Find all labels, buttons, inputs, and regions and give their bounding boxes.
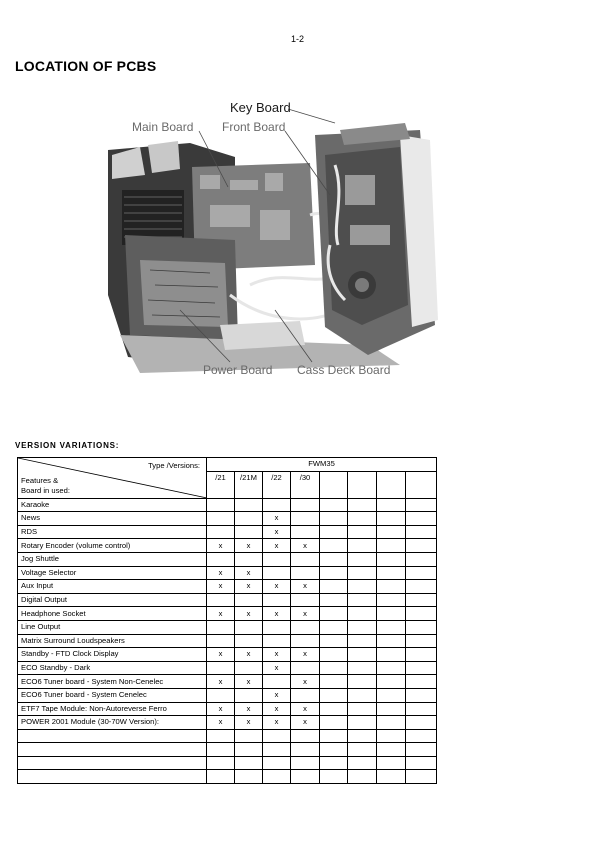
mark-cell [348, 648, 377, 662]
mark-cell [406, 552, 437, 566]
mark-cell [207, 756, 235, 770]
mark-cell: x [263, 512, 291, 526]
mark-cell [207, 620, 235, 634]
mark-cell [348, 675, 377, 689]
mark-cell [377, 552, 406, 566]
mark-cell [406, 716, 437, 730]
mark-cell [377, 770, 406, 784]
mark-cell [348, 743, 377, 757]
feature-cell: Standby - FTD Clock Display [18, 648, 207, 662]
mark-cell [406, 566, 437, 580]
mark-cell [320, 552, 348, 566]
mark-cell [320, 512, 348, 526]
mark-cell: x [263, 661, 291, 675]
mark-cell [377, 512, 406, 526]
feature-cell: ECO6 Tuner board - System Non-Cenelec [18, 675, 207, 689]
mark-cell: x [235, 539, 263, 553]
mark-cell [348, 525, 377, 539]
table-row [18, 770, 437, 784]
mark-cell [348, 634, 377, 648]
table-row [18, 716, 437, 730]
feature-cell: POWER 2001 Module (30-70W Version): [18, 716, 207, 730]
mark-cell [406, 729, 437, 743]
mark-cell: x [291, 539, 320, 553]
mark-cell [320, 593, 348, 607]
mark-cell [348, 552, 377, 566]
mark-cell [291, 770, 320, 784]
feature-cell: Digital Output [18, 593, 207, 607]
mark-cell [377, 716, 406, 730]
feature-cell: ETF7 Tape Module: Non-Autoreverse Ferro [18, 702, 207, 716]
table-row [18, 539, 437, 553]
mark-cell [207, 498, 235, 512]
mark-cell [406, 661, 437, 675]
feature-cell: ECO6 Tuner board - System Cenelec [18, 688, 207, 702]
mark-cell [320, 743, 348, 757]
mark-cell [263, 593, 291, 607]
mark-cell [406, 593, 437, 607]
mark-cell: x [263, 688, 291, 702]
mark-cell [291, 688, 320, 702]
mark-cell [377, 729, 406, 743]
cass-deck-board-label: Cass Deck Board [297, 363, 391, 377]
front-board-label: Front Board [222, 120, 286, 134]
feature-cell: News [18, 512, 207, 526]
mark-cell [291, 634, 320, 648]
mark-cell: x [207, 648, 235, 662]
mark-cell: x [263, 525, 291, 539]
table-row [18, 702, 437, 716]
feature-cell [18, 756, 207, 770]
version-variations-table [17, 457, 437, 784]
mark-cell [263, 498, 291, 512]
mark-cell [377, 648, 406, 662]
mark-cell [348, 566, 377, 580]
mark-cell [406, 702, 437, 716]
mark-cell: x [291, 580, 320, 594]
page-title: LOCATION OF PCBS [15, 58, 157, 74]
mark-cell [348, 607, 377, 621]
mark-cell [207, 593, 235, 607]
mark-cell [320, 525, 348, 539]
mark-cell: x [207, 675, 235, 689]
mark-cell [377, 620, 406, 634]
mark-cell: x [235, 607, 263, 621]
mark-cell [263, 675, 291, 689]
feature-cell: Aux Input [18, 580, 207, 594]
mark-cell [235, 525, 263, 539]
mark-cell [320, 498, 348, 512]
mark-cell: x [263, 539, 291, 553]
mark-cell [320, 675, 348, 689]
mark-cell [406, 620, 437, 634]
mark-cell [320, 756, 348, 770]
mark-cell [235, 661, 263, 675]
mark-cell [406, 770, 437, 784]
mark-cell [348, 539, 377, 553]
mark-cell [263, 552, 291, 566]
mark-cell: x [207, 716, 235, 730]
mark-cell [235, 552, 263, 566]
mark-cell: x [235, 716, 263, 730]
key-board-label: Key Board [230, 100, 291, 115]
table-row [18, 620, 437, 634]
table-row [18, 593, 437, 607]
mark-cell [207, 552, 235, 566]
mark-cell [291, 620, 320, 634]
mark-cell [348, 702, 377, 716]
mark-cell [207, 634, 235, 648]
feature-cell: RDS [18, 525, 207, 539]
mark-cell [235, 512, 263, 526]
table-row [18, 525, 437, 539]
mark-cell [377, 634, 406, 648]
version-header: /21 [207, 471, 235, 498]
mark-cell [320, 566, 348, 580]
page-number: 1-2 [290, 34, 304, 44]
mark-cell [320, 648, 348, 662]
table-row [18, 729, 437, 743]
version-header [406, 471, 437, 498]
mark-cell [235, 593, 263, 607]
mark-cell [348, 729, 377, 743]
feature-cell: Line Output [18, 620, 207, 634]
mark-cell [263, 620, 291, 634]
mark-cell [291, 593, 320, 607]
mark-cell [291, 729, 320, 743]
mark-cell: x [263, 716, 291, 730]
mark-cell: x [207, 580, 235, 594]
table-row [18, 512, 437, 526]
mark-cell [377, 566, 406, 580]
mark-cell [377, 743, 406, 757]
mark-cell [348, 580, 377, 594]
feature-cell: ECO Standby - Dark [18, 661, 207, 675]
mark-cell [207, 729, 235, 743]
feature-cell: Jog Shuttle [18, 552, 207, 566]
pcb-location-photo [100, 95, 440, 385]
mark-cell [235, 770, 263, 784]
mark-cell [320, 770, 348, 784]
main-board-label: Main Board [132, 120, 194, 134]
mark-cell [377, 580, 406, 594]
table-row [18, 743, 437, 757]
mark-cell: x [235, 648, 263, 662]
mark-cell: x [235, 580, 263, 594]
mark-cell [291, 512, 320, 526]
mark-cell [320, 607, 348, 621]
mark-cell: x [291, 648, 320, 662]
mark-cell [377, 756, 406, 770]
mark-cell [235, 756, 263, 770]
version-header: /22 [263, 471, 291, 498]
mark-cell [207, 661, 235, 675]
version-header [377, 471, 406, 498]
mark-cell [406, 580, 437, 594]
table-row [18, 675, 437, 689]
table-row [18, 756, 437, 770]
feature-cell: Karaoke [18, 498, 207, 512]
feature-cell: Voltage Selector [18, 566, 207, 580]
version-header [348, 471, 377, 498]
mark-cell [377, 702, 406, 716]
mark-cell: x [291, 675, 320, 689]
mark-cell [406, 648, 437, 662]
mark-cell [235, 620, 263, 634]
mark-cell [320, 539, 348, 553]
mark-cell [320, 729, 348, 743]
table-row [18, 552, 437, 566]
mark-cell: x [291, 607, 320, 621]
feature-cell: Matrix Surround Loudspeakers [18, 634, 207, 648]
mark-cell [377, 498, 406, 512]
mark-cell [377, 675, 406, 689]
mark-cell [207, 743, 235, 757]
mark-cell [207, 770, 235, 784]
mark-cell [377, 525, 406, 539]
mark-cell [291, 661, 320, 675]
version-header: /30 [291, 471, 320, 498]
version-header [320, 471, 348, 498]
mark-cell [320, 620, 348, 634]
mark-cell [406, 607, 437, 621]
mark-cell [348, 620, 377, 634]
feature-cell [18, 729, 207, 743]
mark-cell [377, 593, 406, 607]
feature-cell [18, 770, 207, 784]
feature-cell: Rotary Encoder (volume control) [18, 539, 207, 553]
mark-cell [320, 716, 348, 730]
mark-cell [348, 770, 377, 784]
mark-cell [263, 634, 291, 648]
mark-cell [291, 525, 320, 539]
mark-cell [348, 512, 377, 526]
mark-cell [235, 743, 263, 757]
feature-cell [18, 743, 207, 757]
mark-cell: x [207, 566, 235, 580]
mark-cell [406, 512, 437, 526]
mark-cell [406, 675, 437, 689]
type-versions-label: Type /Versions: [148, 461, 200, 470]
mark-cell [377, 607, 406, 621]
mark-cell [406, 756, 437, 770]
mark-cell [348, 756, 377, 770]
mark-cell [406, 525, 437, 539]
table-row [18, 648, 437, 662]
mark-cell [235, 688, 263, 702]
mark-cell [235, 634, 263, 648]
mark-cell: x [263, 648, 291, 662]
mark-cell [377, 688, 406, 702]
mark-cell: x [235, 702, 263, 716]
table-row [18, 634, 437, 648]
mark-cell [406, 634, 437, 648]
mark-cell [348, 688, 377, 702]
mark-cell [320, 661, 348, 675]
mark-cell [406, 743, 437, 757]
mark-cell [320, 702, 348, 716]
mark-cell: x [235, 675, 263, 689]
table-header-cell [18, 458, 207, 499]
mark-cell [320, 580, 348, 594]
mark-cell [377, 539, 406, 553]
mark-cell [348, 661, 377, 675]
mark-cell [207, 512, 235, 526]
mark-cell [263, 756, 291, 770]
mark-cell [263, 729, 291, 743]
mark-cell [291, 743, 320, 757]
version-header: /21M [235, 471, 263, 498]
mark-cell: x [291, 716, 320, 730]
power-board-label: Power Board [203, 363, 273, 377]
mark-cell [348, 716, 377, 730]
mark-cell [235, 498, 263, 512]
table-row [18, 498, 437, 512]
model-name: FWM35 [207, 458, 437, 472]
feature-cell: Headphone Socket [18, 607, 207, 621]
mark-cell: x [235, 566, 263, 580]
mark-cell [235, 729, 263, 743]
mark-cell: x [263, 702, 291, 716]
mark-cell [320, 634, 348, 648]
mark-cell [263, 566, 291, 580]
mark-cell: x [207, 539, 235, 553]
table-row [18, 566, 437, 580]
mark-cell [263, 743, 291, 757]
mark-cell [291, 552, 320, 566]
mark-cell [348, 498, 377, 512]
version-variations-heading: VERSION VARIATIONS: [15, 441, 120, 450]
mark-cell [348, 593, 377, 607]
mark-cell [406, 498, 437, 512]
mark-cell [291, 498, 320, 512]
mark-cell [207, 688, 235, 702]
table-row [18, 580, 437, 594]
mark-cell [377, 661, 406, 675]
mark-cell: x [263, 580, 291, 594]
mark-cell [406, 539, 437, 553]
table-row [18, 688, 437, 702]
mark-cell [207, 525, 235, 539]
mark-cell [320, 688, 348, 702]
mark-cell: x [263, 607, 291, 621]
mark-cell [406, 688, 437, 702]
features-label: Features & Board in used: [21, 476, 70, 495]
mark-cell: x [207, 702, 235, 716]
device-illustration [100, 95, 440, 385]
table-row [18, 661, 437, 675]
mark-cell [263, 770, 291, 784]
mark-cell [291, 566, 320, 580]
mark-cell [291, 756, 320, 770]
mark-cell: x [291, 702, 320, 716]
mark-cell: x [207, 607, 235, 621]
table-row [18, 607, 437, 621]
